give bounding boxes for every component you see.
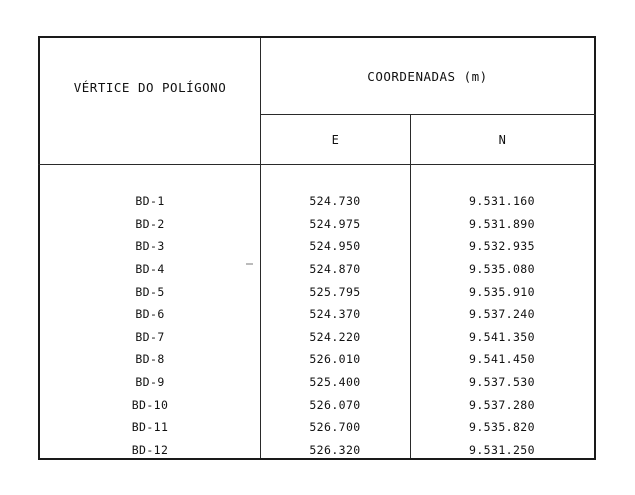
cell-north: 9.531.890	[469, 216, 535, 231]
column-header-east	[261, 115, 410, 164]
cell-north: 9.532.935	[469, 239, 535, 254]
cell-vertex: BD-6	[135, 307, 165, 322]
table-row	[40, 416, 594, 439]
cell-vertex: BD-11	[131, 420, 169, 435]
cell-vertex: BD-7	[135, 329, 165, 344]
cell-east: 526.700	[309, 420, 361, 435]
table-row	[40, 439, 594, 462]
column-header-vertex	[40, 38, 260, 164]
column-header-coordinates	[261, 38, 594, 114]
table-rule-header-bottom	[38, 164, 596, 165]
column-header-coordinates-label: COORDENADAS (m)	[367, 68, 488, 84]
table-row	[40, 393, 594, 416]
table-border-right	[594, 36, 596, 460]
cell-north: 9.537.240	[469, 307, 535, 322]
cell-north: 9.535.820	[469, 420, 535, 435]
cell-east: 524.950	[309, 239, 361, 254]
cell-east: 524.730	[309, 194, 361, 209]
cell-east: 524.870	[309, 262, 361, 277]
table-row	[40, 213, 594, 236]
table-row	[40, 326, 594, 349]
cell-vertex: BD-3	[135, 239, 165, 254]
cell-vertex: BD-12	[131, 442, 169, 457]
cell-east: 525.795	[309, 284, 361, 299]
cell-vertex: BD-5	[135, 284, 165, 299]
table-body	[40, 168, 594, 461]
cell-east: 526.010	[309, 352, 361, 367]
cell-east: 524.220	[309, 329, 361, 344]
table-row	[40, 235, 594, 258]
coordinates-table	[38, 36, 596, 460]
column-header-east-label: E	[331, 132, 340, 147]
cell-east: 524.975	[309, 216, 361, 231]
cell-north: 9.535.910	[469, 284, 535, 299]
cell-vertex: BD-4	[135, 262, 165, 277]
column-header-north	[411, 115, 594, 164]
table-row	[40, 280, 594, 303]
cell-north: 9.531.160	[469, 194, 535, 209]
cell-north: 9.541.450	[469, 352, 535, 367]
cell-vertex: BD-8	[135, 352, 165, 367]
cell-vertex: BD-2	[135, 216, 165, 231]
table-row	[40, 258, 594, 281]
table-row	[40, 190, 594, 213]
cell-east: 525.400	[309, 375, 361, 390]
cell-north: 9.541.350	[469, 329, 535, 344]
table-row	[40, 348, 594, 371]
cell-vertex: BD-1	[135, 194, 165, 209]
table-row	[40, 371, 594, 394]
cell-vertex: BD-9	[135, 375, 165, 390]
cell-north: 9.531.250	[469, 442, 535, 457]
cell-north: 9.537.530	[469, 375, 535, 390]
column-header-north-label: N	[498, 132, 507, 147]
cell-north: 9.537.280	[469, 397, 535, 412]
cell-vertex: BD-10	[131, 397, 169, 412]
column-header-vertex-label: VÉRTICE DO POLÍGONO	[73, 79, 227, 95]
scan-artifact	[246, 263, 253, 265]
table-row	[40, 303, 594, 326]
cell-east: 526.070	[309, 397, 361, 412]
cell-north: 9.535.080	[469, 262, 535, 277]
cell-east: 524.370	[309, 307, 361, 322]
cell-east: 526.320	[309, 442, 361, 457]
